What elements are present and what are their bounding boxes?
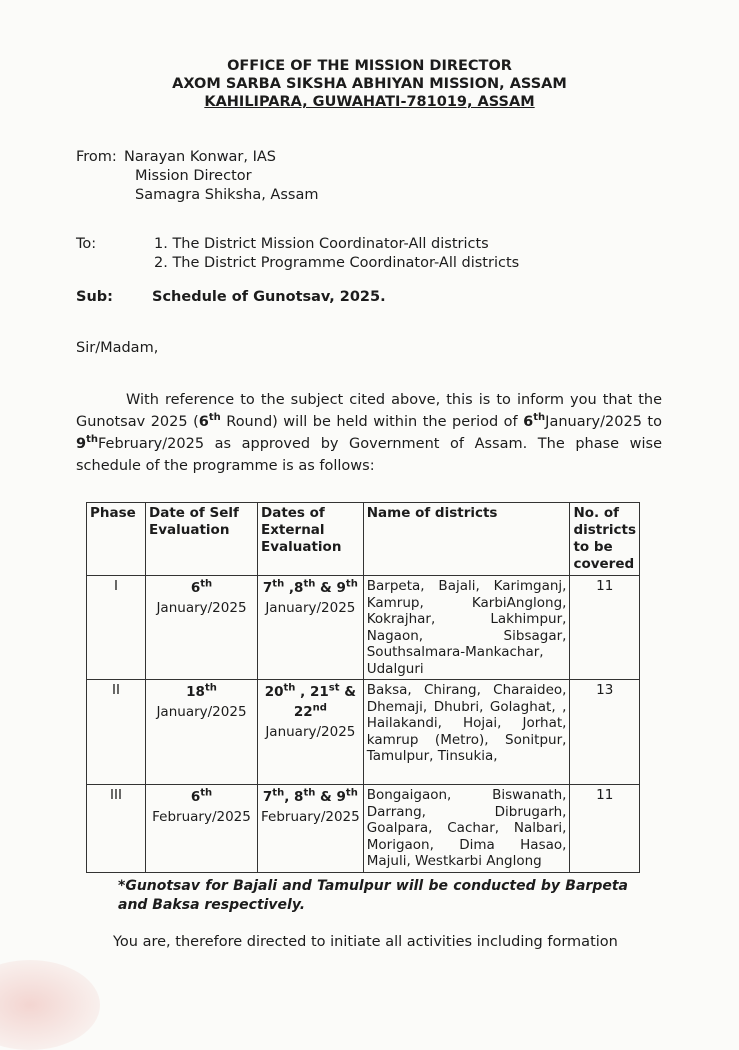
from-office: Samagra Shiksha, Assam [135, 187, 319, 203]
ext-day-3: & 9 [315, 789, 346, 805]
self-day-suffix: th [204, 682, 217, 694]
ext-month: January/2025 [265, 724, 356, 740]
round-number: 6 [198, 414, 209, 430]
office-title: OFFICE OF THE MISSION DIRECTOR [227, 58, 512, 74]
ext-day-3-suffix: th [345, 787, 358, 799]
self-month: January/2025 [156, 600, 247, 616]
ext-day-1-suffix: th [283, 682, 296, 694]
from-designation: Mission Director [135, 168, 252, 184]
header-phase: Phase [87, 503, 146, 576]
from-label: From: [76, 149, 117, 165]
ext-day-1-suffix: th [272, 578, 285, 590]
self-day-suffix: th [200, 787, 213, 799]
ext-day-1: 7 [262, 789, 273, 805]
self-month: January/2025 [156, 704, 247, 720]
table-row [87, 576, 640, 680]
self-month: February/2025 [152, 809, 251, 825]
finger-smudge [0, 960, 100, 1050]
to-recipient-1: 1. The District Mission Coordinator-All districts [154, 236, 489, 252]
intro-text-c: to [641, 414, 662, 430]
mission-title: AXOM SARBA SIKSHA ABHIYAN MISSION, ASSAM [172, 76, 567, 92]
districts-cell: Bongaigaon, Biswanath, Darrang, Dibrugarh, Goalpara, Cachar, Nalbari, Morigaon, Dima Hasao, Majuli, Westkarbi Anglong [363, 785, 570, 873]
phase-cell: II [87, 680, 146, 785]
ext-day-1-suffix: th [272, 787, 285, 799]
external-evaluation-cell [258, 576, 364, 680]
end-day: 9 [76, 436, 87, 452]
ext-day-3-suffix: nd [312, 702, 327, 714]
salutation: Sir/Madam, [76, 340, 159, 356]
ext-day-1: 7 [262, 580, 273, 596]
round-suffix: th [208, 412, 221, 424]
start-month: January/2025 [545, 414, 642, 430]
ext-day-3-suffix: th [345, 578, 358, 590]
phase-cell: III [87, 785, 146, 873]
to-label: To: [76, 236, 97, 252]
self-day: 18 [186, 684, 205, 700]
ext-month: February/2025 [261, 809, 360, 825]
districts-cell: Barpeta, Bajali, Karimganj, Kamrup, KarbiAnglong, Kokrajhar, Lakhimpur, Nagaon, Sibsagar, Southsalmara-Mankachar, Udalguri [363, 576, 570, 680]
phase-cell: I [87, 576, 146, 680]
ext-day-2-suffix: th [303, 578, 316, 590]
self-evaluation-cell [146, 785, 258, 873]
table-footnote: *Gunotsav for Bajali and Tamulpur will be conducted by Barpeta and Baksa respectively. [118, 878, 628, 913]
intro-text-a: With reference to the subject cited above, this is to inform you that the Gunotsav 2025 ( [76, 392, 662, 430]
external-evaluation-cell [258, 785, 364, 873]
ext-day-2-suffix: th [303, 787, 316, 799]
district-count-cell: 11 [570, 785, 640, 873]
self-evaluation-cell [146, 576, 258, 680]
table-row [87, 785, 640, 873]
self-evaluation-cell [146, 680, 258, 785]
self-day: 6 [190, 789, 201, 805]
ext-day-2-suffix: st [328, 682, 340, 694]
ext-day-2: ,8 [284, 580, 304, 596]
subject-text: Schedule of Gunotsav, 2025. [152, 289, 386, 305]
ext-day-3: & 22 [293, 684, 356, 720]
closing-paragraph: You are, therefore directed to initiate all activities including formation [113, 934, 618, 950]
ext-month: January/2025 [265, 600, 356, 616]
end-month: February/2025 [98, 436, 205, 452]
header-district-count: No. of districts to be covered [570, 503, 640, 576]
office-address: KAHILIPARA, GUWAHATI-781019, ASSAM [204, 94, 535, 110]
table-row [87, 680, 640, 785]
ext-day-3: & 9 [315, 580, 346, 596]
ext-day-2: , 21 [295, 684, 329, 700]
ext-day-1: 20 [264, 684, 284, 700]
header-districts: Name of districts [363, 503, 570, 576]
self-day: 6 [190, 580, 201, 596]
header-self-evaluation: Date of Self Evaluation [146, 503, 258, 576]
subject-label: Sub: [76, 289, 113, 305]
header-external-evaluation: Dates of External Evaluation [258, 503, 364, 576]
ext-day-2: , 8 [284, 789, 304, 805]
intro-text-d: as approved by Government of Assam. The phase wise schedule of the programme is as follows: [76, 436, 662, 474]
self-day-suffix: th [200, 578, 213, 590]
to-recipient-2: 2. The District Programme Coordinator-All districts [154, 255, 520, 271]
district-count-cell: 11 [570, 576, 640, 680]
end-day-suffix: th [86, 434, 98, 446]
intro-paragraph [76, 389, 662, 477]
districts-cell: Baksa, Chirang, Charaideo, Dhemaji, Dhubri, Golaghat, , Hailakandi, Hojai, Jorhat, kamrup (Metro), Sonitpur, Tamulpur, Tinsukia, [363, 680, 570, 785]
start-day-suffix: th [533, 412, 546, 424]
table-header-row [87, 503, 640, 576]
schedule-table [86, 502, 640, 873]
intro-text-b: Round) will be held within the period of [220, 414, 524, 430]
external-evaluation-cell [258, 680, 364, 785]
start-day: 6 [523, 414, 534, 430]
from-name: Narayan Konwar, IAS [124, 149, 277, 165]
district-count-cell: 13 [570, 680, 640, 785]
